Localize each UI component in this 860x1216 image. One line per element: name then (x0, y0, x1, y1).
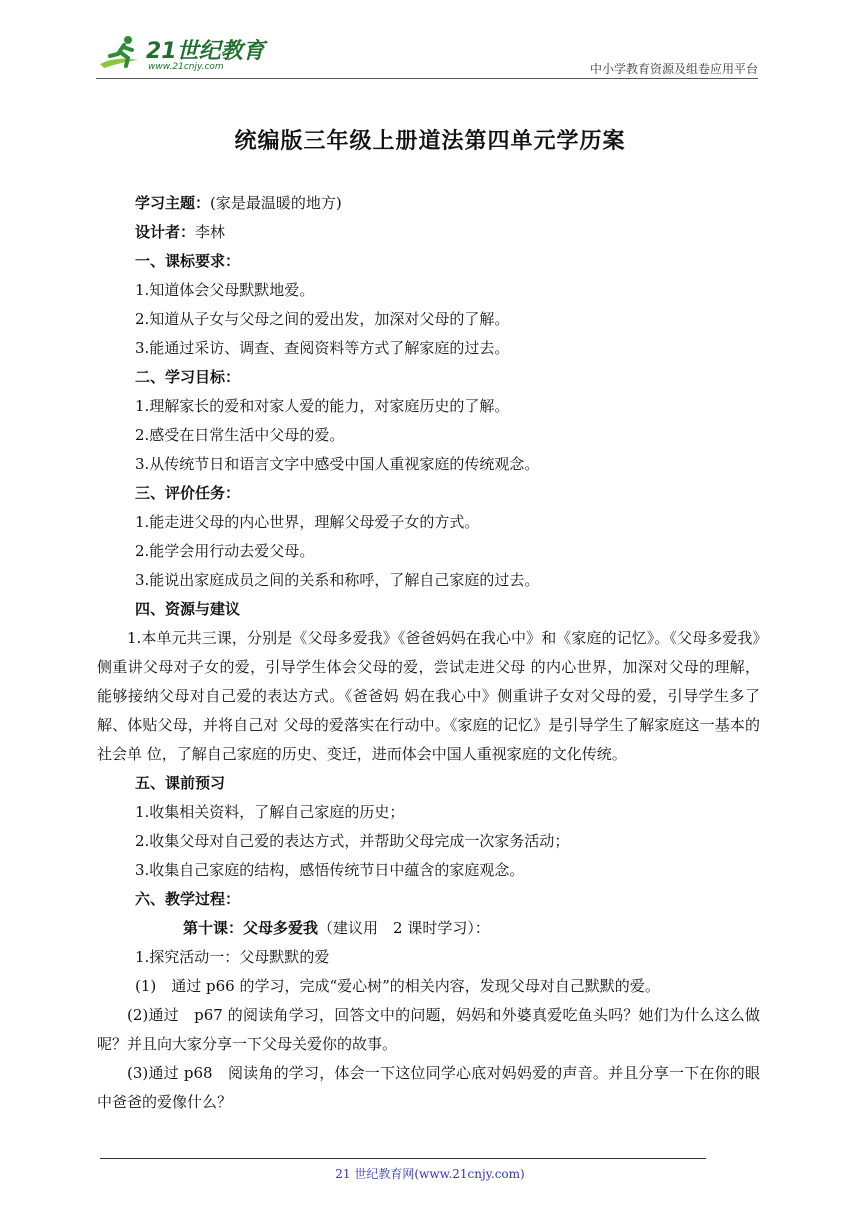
designer-label: 设计者： (135, 223, 196, 241)
section-heading: 一、课标要求： (135, 252, 241, 270)
activity-title: 1.探究活动一：父母默默的爱 (135, 948, 330, 966)
designer-line (135, 218, 760, 247)
header-divider (96, 78, 758, 79)
step-item: (3)通过 p68 阅读角的学习，体会一下这位同学心底对妈妈爱的声音。并且分享一下在你的眼中爸爸的爱像什么？ (97, 1064, 760, 1111)
logo (96, 32, 266, 76)
list-item: 2.感受在日常生活中父母的爱。 (135, 426, 345, 444)
topic-value: (家是最温暖的地方) (210, 194, 342, 212)
list-item: 3.能说出家庭成员之间的关系和称呼，了解自己家庭的过去。 (135, 571, 540, 589)
section-heading: 六、教学过程： (135, 890, 241, 908)
list-item: 2.知道从子女与父母之间的爱出发，加深对父母的了解。 (135, 310, 510, 328)
section-heading: 五、课前预习 (135, 774, 226, 792)
list-item: 1.理解家长的爱和对家人爱的能力，对家庭历史的了解。 (135, 397, 510, 415)
list-item: 2.能学会用行动去爱父母。 (135, 542, 315, 560)
list-item: 3.从传统节日和语言文字中感受中国人重视家庭的传统观念。 (135, 455, 540, 473)
logo-text: 21世纪教育 (146, 39, 265, 64)
section-heading: 三、评价任务： (135, 484, 241, 502)
list-item: 1.知道体会父母默默地爱。 (135, 281, 315, 299)
document-body (97, 189, 760, 1117)
section-heading: 四、资源与建议 (135, 600, 241, 618)
resource-paragraph: 1.本单元共三课，分别是《父母多爱我》《爸爸妈妈在我心中》和《家庭的记忆》。《父母多爱我》侧重讲父母对子女的爱，引导学生体会父母的爱，尝试走进父母 的内心世界，加深对父母的理解，能够接纳父母对自己爱的表达方式。《爸爸妈 妈在我心中》侧重讲子女对父母的爱，引导学生多了解、体贴父母，并将自己对 父母的爱落实在行动中。《家庭的记忆》是引导学生了解家庭这一基本的社会单 位，了解自己家庭的历史、变迁，进而体会中国人重视家庭的文化传统。 (97, 629, 760, 763)
list-item: 3.能通过采访、调查、查阅资料等方式了解家庭的过去。 (135, 339, 510, 357)
topic-label: 学习主题： (135, 194, 211, 212)
topic-line (135, 189, 760, 218)
platform-label: 中小学教育资源及组卷应用平台 (589, 62, 758, 76)
step-item: (1) 通过 p66 的学习，完成“爱心树”的相关内容，发现父母对自己默默的爱。 (135, 977, 660, 995)
page-title: 统编版三年级上册道法第四单元学历案 (234, 128, 626, 154)
footer-divider (100, 1158, 706, 1159)
page-footer: 21 世纪教育网(www.21cnjy.com) (335, 1167, 525, 1181)
lesson-note: （建议用 2 课时学习）： (318, 919, 490, 937)
lesson-title: 第十课：父母多爱我 (183, 919, 319, 937)
step-item: (2)通过 p67 的阅读角学习，回答文中的问题，妈妈和外婆真爱吃鱼头吗？她们为什么这么做呢？并且向大家分享一下父母关爱你的故事。 (97, 1006, 760, 1053)
list-item: 2.收集父母对自己爱的表达方式，并帮助父母完成一次家务活动； (135, 832, 570, 850)
runner-logo-icon (98, 34, 146, 74)
list-item: 3.收集自己家庭的结构，感悟传统节日中蕴含的家庭观念。 (135, 861, 525, 879)
designer-value: 李林 (195, 223, 226, 241)
logo-url: www.21cnjy.com (148, 62, 224, 72)
list-item: 1.能走进父母的内心世界，理解父母爱子女的方式。 (135, 513, 480, 531)
page-header (96, 30, 758, 80)
list-item: 1.收集相关资料，了解自己家庭的历史； (135, 803, 405, 821)
lesson-title-line (135, 914, 760, 943)
section-heading: 二、学习目标： (135, 368, 241, 386)
